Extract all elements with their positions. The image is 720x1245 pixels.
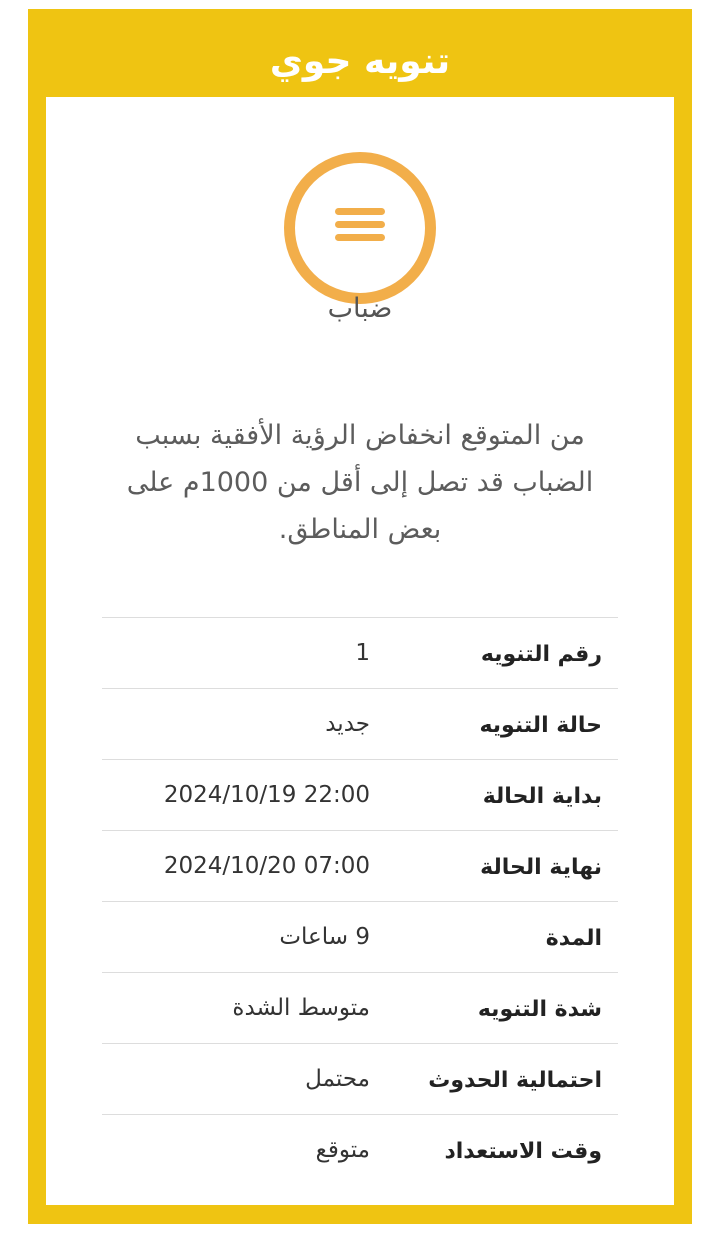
table-row xyxy=(102,618,618,689)
row-value: 2024/10/20 07:00 xyxy=(163,853,370,879)
fog-line-1 xyxy=(335,208,385,215)
row-value: 1 xyxy=(355,640,370,666)
row-value: 9 ساعات xyxy=(279,924,370,950)
fog-icon xyxy=(284,152,436,304)
row-label: نهاية الحالة xyxy=(480,855,602,880)
page-title: تنويه جوي xyxy=(269,41,451,82)
row-label: بداية الحالة xyxy=(482,784,602,809)
row-label: حالة التنويه xyxy=(479,713,602,738)
alert-frame xyxy=(28,9,692,1224)
fog-line-2 xyxy=(335,221,385,228)
row-value: متوقع xyxy=(315,1137,370,1163)
table-row xyxy=(102,689,618,760)
row-label: احتمالية الحدوث xyxy=(428,1068,602,1093)
table-row xyxy=(102,902,618,973)
alert-card xyxy=(46,97,674,1205)
table-row xyxy=(102,1044,618,1115)
row-label: رقم التنويه xyxy=(480,642,602,667)
alert-description: من المتوقع انخفاض الرؤية الأفقية بسبب الضباب قد تصل إلى أقل من 1000م على بعض المناطق. xyxy=(126,420,594,545)
row-value: متوسط الشدة xyxy=(232,995,370,1021)
details-table xyxy=(102,617,618,1185)
row-label: المدة xyxy=(545,926,602,951)
table-row xyxy=(102,760,618,831)
row-value: 2024/10/19 22:00 xyxy=(163,782,370,808)
table-row xyxy=(102,973,618,1044)
row-value: جديد xyxy=(325,711,370,737)
row-label: وقت الاستعداد xyxy=(444,1139,602,1164)
condition-label: ضباب xyxy=(327,293,393,324)
row-label: شدة التنويه xyxy=(477,997,602,1022)
row-value: محتمل xyxy=(305,1066,370,1092)
table-row xyxy=(102,1115,618,1185)
fog-line-3 xyxy=(335,234,385,241)
table-row xyxy=(102,831,618,902)
